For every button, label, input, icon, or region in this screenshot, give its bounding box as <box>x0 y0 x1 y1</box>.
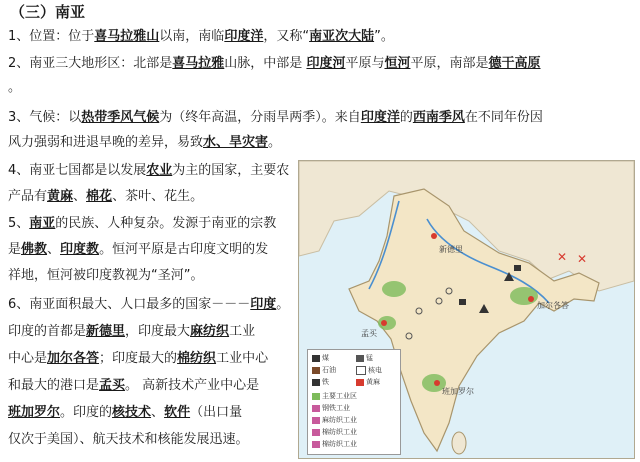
text: 5、 <box>8 216 30 231</box>
text: 平原，南部是 <box>410 56 489 71</box>
section-heading: （三）南亚 <box>10 3 86 21</box>
text: 和最大的港口是 <box>8 378 100 393</box>
text: 3、气候：以 <box>8 110 82 125</box>
legend-industry-zone: 主要工业区 <box>312 392 357 401</box>
keyword: 孟买 <box>99 378 126 393</box>
para-climate <box>8 110 543 126</box>
text: ”。 <box>374 29 394 44</box>
para-agriculture <box>8 163 289 179</box>
legend-manganese: 锰 <box>356 354 373 363</box>
city-kolkata-dot <box>528 296 534 302</box>
keyword: 恒河 <box>384 56 411 71</box>
keyword: 印度 <box>250 297 277 312</box>
text: 在不同年份因 <box>464 110 543 125</box>
legend-cotton-textile: 棉纺织工业 <box>312 428 357 437</box>
text: 2、南亚三大地形区：北部是 <box>8 56 173 71</box>
keyword: 麻纺织 <box>190 324 230 339</box>
para-religion-3: 祥地，恒河被印度教视为“圣河”。 <box>8 268 204 283</box>
keyword: 班加罗尔 <box>8 405 61 420</box>
city-mumbai-label: 孟买 <box>361 329 377 338</box>
text: 的 <box>399 110 413 125</box>
keyword: 德干高原 <box>488 56 541 71</box>
legend-coal: 煤 <box>312 354 329 363</box>
text: 中心是 <box>8 351 48 366</box>
text: 1、位置：位于 <box>8 29 95 44</box>
keyword: 水、旱灾害 <box>203 135 269 150</box>
city-mumbai-dot <box>381 320 387 326</box>
keyword: 喜马拉雅山 <box>94 29 160 44</box>
legend-cotton-textile-2: 棉纺织工业 <box>312 440 357 449</box>
para-location <box>8 29 394 45</box>
city-kolkata-label: 加尔各答 <box>537 301 569 310</box>
text: 产品有 <box>8 189 48 204</box>
mineral-coal <box>514 265 521 271</box>
legend-steel: 钢铁工业 <box>312 404 350 413</box>
text: 为主的国家，主要农 <box>172 163 290 178</box>
keyword: 加尔各答 <box>47 351 100 366</box>
text: ，又称“ <box>263 29 310 44</box>
sri-lanka <box>452 432 466 454</box>
text: 风力强弱和进退早晚的差异，易致 <box>8 135 204 150</box>
text: 为（终年高温，分雨旱两季）。来自 <box>159 110 361 125</box>
keyword: 软件 <box>164 405 191 420</box>
text: ，印度最大 <box>125 324 191 339</box>
legend-jute-textile: 麻纺织工业 <box>312 416 357 425</box>
text: 。印度的 <box>60 405 113 420</box>
text: 以南，南临 <box>159 29 225 44</box>
keyword: 西南季风 <box>412 110 465 125</box>
keyword: 棉花 <box>86 189 113 204</box>
keyword: 南亚 <box>29 216 56 231</box>
para-india-6: 仅次于美国）、航天技术和核能发展迅速。 <box>8 432 249 447</box>
keyword: 印度洋 <box>224 29 264 44</box>
keyword: 黄麻 <box>47 189 74 204</box>
city-delhi-dot <box>431 233 437 239</box>
text: 。恒河平原是古印度文明的发 <box>99 242 269 257</box>
mineral-coal <box>459 299 466 305</box>
industry-west <box>382 281 406 297</box>
text: ；印度最大的 <box>99 351 178 366</box>
para-religion <box>8 216 276 232</box>
legend-nuclear: 核电 <box>356 366 382 375</box>
city-delhi-label: 新德里 <box>439 245 463 254</box>
india-industry-map <box>298 160 635 459</box>
para-india-5 <box>8 405 242 421</box>
keyword: 农业 <box>146 163 173 178</box>
para-india-4 <box>8 378 259 394</box>
text: 、 <box>151 405 165 420</box>
legend-iron: 铁 <box>312 378 329 387</box>
para-religion-2 <box>8 242 268 258</box>
legend-jute: 黄麻 <box>356 378 380 387</box>
para-climate-2 <box>8 135 281 151</box>
para-terrain-end: 。 <box>8 80 22 95</box>
keyword: 印度洋 <box>360 110 400 125</box>
para-india-2 <box>8 324 255 340</box>
text: 。 <box>268 135 282 150</box>
text: 工业 <box>229 324 256 339</box>
keyword: 热带季风气候 <box>81 110 160 125</box>
text: 平原与 <box>345 56 385 71</box>
keyword: 棉纺织 <box>177 351 217 366</box>
city-bangalore-dot <box>434 380 440 386</box>
para-agriculture-2 <box>8 189 203 205</box>
map-legend <box>307 349 401 455</box>
keyword: 南亚次大陆 <box>309 29 375 44</box>
keyword: 新德里 <box>86 324 126 339</box>
text: （出口量 <box>190 405 243 420</box>
text: 印度的首都是 <box>8 324 87 339</box>
text: 是 <box>8 242 22 257</box>
text: 、 <box>47 242 61 257</box>
keyword: 核技术 <box>112 405 152 420</box>
disaster-mark: ✕ <box>557 250 568 264</box>
text: 、茶叶、花生。 <box>112 189 204 204</box>
city-bangalore-label: 班加罗尔 <box>442 387 474 396</box>
text: 。 高新技术产业中心是 <box>125 378 260 393</box>
para-india <box>8 297 289 313</box>
text: 4、南亚七国都是以发展 <box>8 163 147 178</box>
keyword: 佛教 <box>21 242 48 257</box>
text: 工业中心 <box>216 351 269 366</box>
keyword: 印度河 <box>306 56 346 71</box>
text: 。 <box>276 297 290 312</box>
text: 的民族、人种复杂。发源于南亚的宗教 <box>55 216 277 231</box>
para-india-3 <box>8 351 268 367</box>
disaster-mark: ✕ <box>577 252 588 266</box>
para-terrain <box>8 56 541 72</box>
industry-kolkata <box>510 287 538 305</box>
keyword: 喜马拉雅 <box>172 56 225 71</box>
text: 、 <box>73 189 87 204</box>
keyword: 印度教 <box>60 242 100 257</box>
text: 6、南亚面积最大、人口最多的国家－－－ <box>8 297 251 312</box>
text: 山脉，中部是 <box>224 56 307 71</box>
legend-oil: 石油 <box>312 366 336 375</box>
